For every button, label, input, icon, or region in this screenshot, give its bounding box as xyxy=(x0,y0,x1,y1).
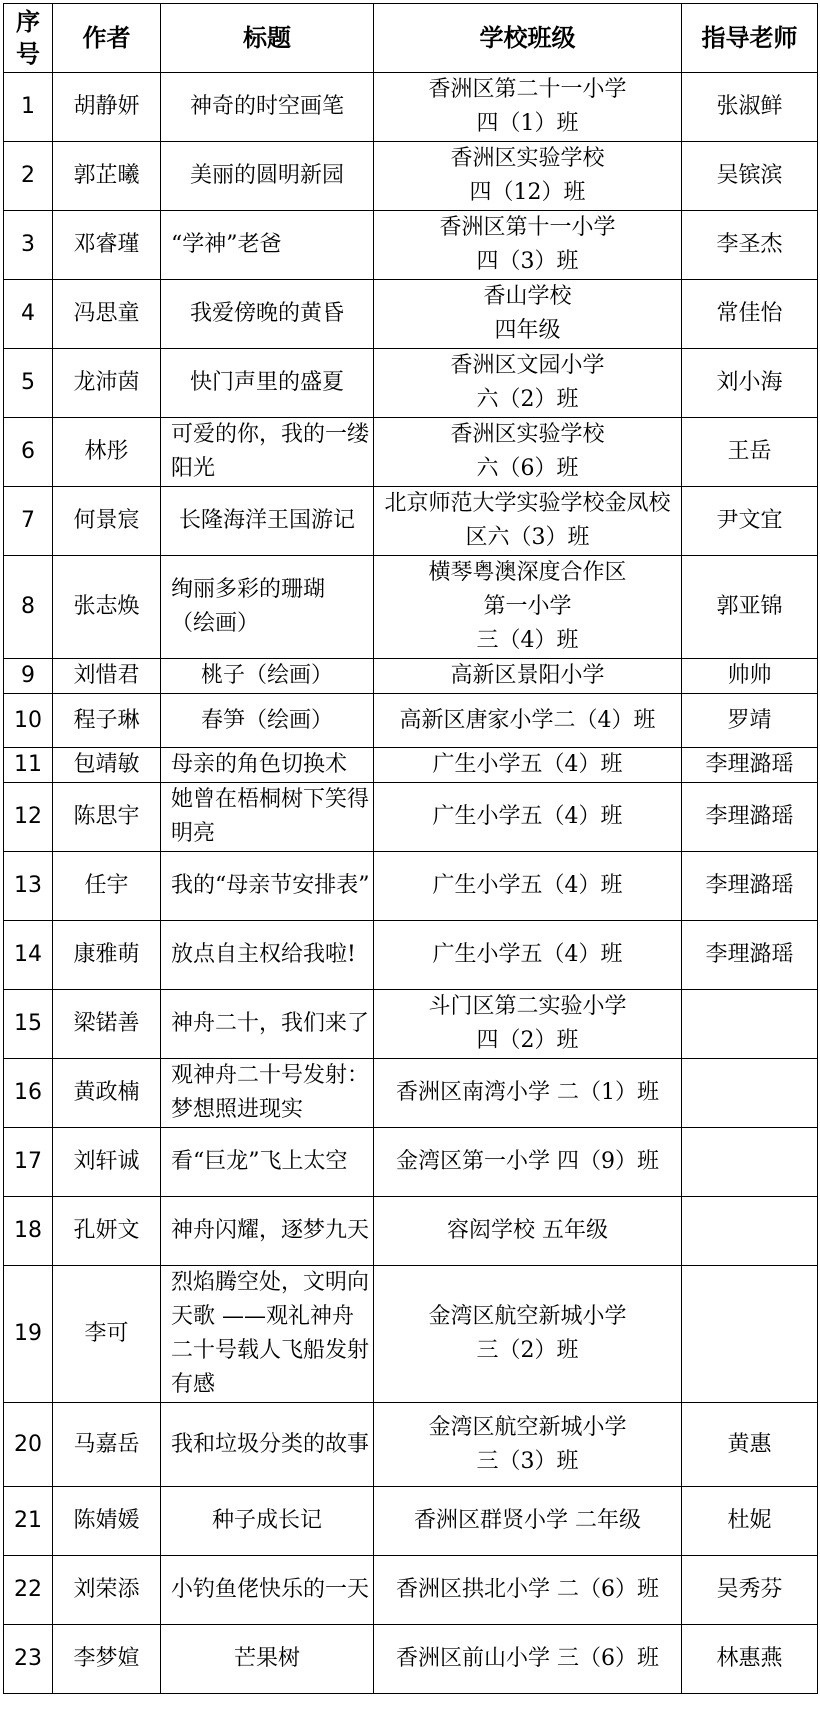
table-row xyxy=(4,73,818,142)
row-school: 广生小学五（4）班 xyxy=(374,783,682,852)
row-title: 我爱傍晚的黄昏 xyxy=(161,280,374,349)
table-row xyxy=(4,1487,818,1556)
table-row xyxy=(4,211,818,280)
row-title: 母亲的角色切换术 xyxy=(161,748,374,783)
row-title: 桃子（绘画） xyxy=(161,659,374,694)
row-author: 邓睿瑾 xyxy=(53,211,161,280)
row-no: 8 xyxy=(4,556,53,659)
row-school: 容闳学校 五年级 xyxy=(374,1197,682,1266)
row-teacher xyxy=(682,990,818,1059)
row-school: 斗门区第二实验小学 四（2）班 xyxy=(374,990,682,1059)
row-title: 我和垃圾分类的故事 xyxy=(161,1403,374,1487)
row-no: 17 xyxy=(4,1128,53,1197)
row-title: 小钓鱼佬快乐的一天 xyxy=(161,1556,374,1625)
row-school: 高新区唐家小学二（4）班 xyxy=(374,694,682,748)
table-row xyxy=(4,487,818,556)
table-row xyxy=(4,418,818,487)
table-row xyxy=(4,1403,818,1487)
table-row xyxy=(4,1128,818,1197)
table-row xyxy=(4,1556,818,1625)
row-school: 香洲区拱北小学 二（6）班 xyxy=(374,1556,682,1625)
row-school: 横琴粤澳深度合作区 第一小学 三（4）班 xyxy=(374,556,682,659)
row-author: 李梦媗 xyxy=(53,1625,161,1694)
table-row xyxy=(4,659,818,694)
table-row xyxy=(4,1266,818,1403)
row-author: 刘荣添 xyxy=(53,1556,161,1625)
row-title: “学神”老爸 xyxy=(161,211,374,280)
row-school: 高新区景阳小学 xyxy=(374,659,682,694)
table-row xyxy=(4,748,818,783)
row-school: 香洲区第十一小学 四（3）班 xyxy=(374,211,682,280)
row-no: 3 xyxy=(4,211,53,280)
row-author: 包靖敏 xyxy=(53,748,161,783)
row-no: 10 xyxy=(4,694,53,748)
row-no: 7 xyxy=(4,487,53,556)
row-author: 刘轩诚 xyxy=(53,1128,161,1197)
row-no: 9 xyxy=(4,659,53,694)
row-school: 金湾区第一小学 四（9）班 xyxy=(374,1128,682,1197)
row-school: 香洲区文园小学 六（2）班 xyxy=(374,349,682,418)
row-author: 李可 xyxy=(53,1266,161,1403)
row-author: 林彤 xyxy=(53,418,161,487)
row-teacher: 李理潞瑶 xyxy=(682,852,818,921)
table-row xyxy=(4,1059,818,1128)
row-title: 绚丽多彩的珊瑚 （绘画） xyxy=(161,556,374,659)
row-teacher xyxy=(682,1128,818,1197)
row-teacher: 尹文宜 xyxy=(682,487,818,556)
row-school: 广生小学五（4）班 xyxy=(374,921,682,990)
row-title: 可爱的你，我的一缕阳光 xyxy=(161,418,374,487)
table-row xyxy=(4,1625,818,1694)
row-author: 马嘉岳 xyxy=(53,1403,161,1487)
table-row xyxy=(4,1197,818,1266)
row-teacher: 杜妮 xyxy=(682,1487,818,1556)
table-row xyxy=(4,921,818,990)
row-school: 香洲区群贤小学 二年级 xyxy=(374,1487,682,1556)
row-school: 香洲区前山小学 三（6）班 xyxy=(374,1625,682,1694)
row-no: 16 xyxy=(4,1059,53,1128)
row-title: 神舟二十，我们来了 xyxy=(161,990,374,1059)
row-teacher: 吴镔滨 xyxy=(682,142,818,211)
row-teacher: 刘小海 xyxy=(682,349,818,418)
row-no: 6 xyxy=(4,418,53,487)
header-school: 学校班级 xyxy=(374,4,682,73)
row-author: 程子琳 xyxy=(53,694,161,748)
header-no: 序号 xyxy=(4,4,53,73)
row-school: 香洲区第二十一小学 四（1）班 xyxy=(374,73,682,142)
row-teacher: 帅帅 xyxy=(682,659,818,694)
row-author: 孔妍文 xyxy=(53,1197,161,1266)
row-title: 快门声里的盛夏 xyxy=(161,349,374,418)
row-teacher: 林惠燕 xyxy=(682,1625,818,1694)
row-no: 18 xyxy=(4,1197,53,1266)
row-teacher: 王岳 xyxy=(682,418,818,487)
row-no: 14 xyxy=(4,921,53,990)
row-no: 19 xyxy=(4,1266,53,1403)
row-title: 我的“母亲节安排表” xyxy=(161,852,374,921)
row-author: 刘惜君 xyxy=(53,659,161,694)
row-author: 康雅萌 xyxy=(53,921,161,990)
row-school: 广生小学五（4）班 xyxy=(374,748,682,783)
table-row xyxy=(4,852,818,921)
row-title: 放点自主权给我啦! xyxy=(161,921,374,990)
row-teacher: 吴秀芬 xyxy=(682,1556,818,1625)
row-teacher xyxy=(682,1059,818,1128)
row-teacher: 黄惠 xyxy=(682,1403,818,1487)
row-author: 胡静妍 xyxy=(53,73,161,142)
table-row xyxy=(4,349,818,418)
row-title: 长隆海洋王国游记 xyxy=(161,487,374,556)
row-author: 何景宸 xyxy=(53,487,161,556)
table-row xyxy=(4,694,818,748)
row-no: 13 xyxy=(4,852,53,921)
row-school: 金湾区航空新城小学 三（3）班 xyxy=(374,1403,682,1487)
table-row xyxy=(4,280,818,349)
row-author: 张志焕 xyxy=(53,556,161,659)
row-author: 黄政楠 xyxy=(53,1059,161,1128)
row-school: 香洲区南湾小学 二（1）班 xyxy=(374,1059,682,1128)
row-author: 龙沛茵 xyxy=(53,349,161,418)
table-row xyxy=(4,556,818,659)
header-author: 作者 xyxy=(53,4,161,73)
row-teacher: 罗靖 xyxy=(682,694,818,748)
row-no: 1 xyxy=(4,73,53,142)
row-teacher: 李圣杰 xyxy=(682,211,818,280)
header-teacher: 指导老师 xyxy=(682,4,818,73)
row-author: 郭芷曦 xyxy=(53,142,161,211)
row-no: 5 xyxy=(4,349,53,418)
row-school: 香山学校 四年级 xyxy=(374,280,682,349)
row-school: 广生小学五（4）班 xyxy=(374,852,682,921)
row-no: 4 xyxy=(4,280,53,349)
table-row xyxy=(4,783,818,852)
row-school: 香洲区实验学校 六（6）班 xyxy=(374,418,682,487)
header-title: 标题 xyxy=(161,4,374,73)
row-teacher: 郭亚锦 xyxy=(682,556,818,659)
row-title: 观神舟二十号发射：梦想照进现实 xyxy=(161,1059,374,1128)
row-school: 金湾区航空新城小学 三（2）班 xyxy=(374,1266,682,1403)
table-row xyxy=(4,990,818,1059)
row-no: 22 xyxy=(4,1556,53,1625)
row-title: 神奇的时空画笔 xyxy=(161,73,374,142)
row-title: 看“巨龙”飞上太空 xyxy=(161,1128,374,1197)
row-title: 烈焰腾空处，文明向天歌 ——观礼神舟二十号载人飞船发射有感 xyxy=(161,1266,374,1403)
row-no: 11 xyxy=(4,748,53,783)
row-author: 陈思宇 xyxy=(53,783,161,852)
row-teacher: 张淑鲜 xyxy=(682,73,818,142)
row-school: 北京师范大学实验学校金凤校区六（3）班 xyxy=(374,487,682,556)
row-teacher: 李理潞瑶 xyxy=(682,783,818,852)
header-row xyxy=(4,4,818,73)
row-no: 12 xyxy=(4,783,53,852)
row-teacher xyxy=(682,1197,818,1266)
row-teacher xyxy=(682,1266,818,1403)
row-title: 种子成长记 xyxy=(161,1487,374,1556)
row-no: 23 xyxy=(4,1625,53,1694)
row-title: 她曾在梧桐树下笑得明亮 xyxy=(161,783,374,852)
row-title: 美丽的圆明新园 xyxy=(161,142,374,211)
row-no: 15 xyxy=(4,990,53,1059)
row-author: 冯思童 xyxy=(53,280,161,349)
row-no: 20 xyxy=(4,1403,53,1487)
row-no: 21 xyxy=(4,1487,53,1556)
row-author: 陈婧媛 xyxy=(53,1487,161,1556)
row-title: 神舟闪耀，逐梦九天 xyxy=(161,1197,374,1266)
row-teacher: 李理潞瑶 xyxy=(682,748,818,783)
row-teacher: 常佳怡 xyxy=(682,280,818,349)
row-title: 芒果树 xyxy=(161,1625,374,1694)
award-list-table xyxy=(3,3,818,1694)
row-title: 春笋（绘画） xyxy=(161,694,374,748)
row-author: 任宇 xyxy=(53,852,161,921)
row-teacher: 李理潞瑶 xyxy=(682,921,818,990)
row-author: 梁锘善 xyxy=(53,990,161,1059)
table-row xyxy=(4,142,818,211)
row-no: 2 xyxy=(4,142,53,211)
row-school: 香洲区实验学校 四（12）班 xyxy=(374,142,682,211)
